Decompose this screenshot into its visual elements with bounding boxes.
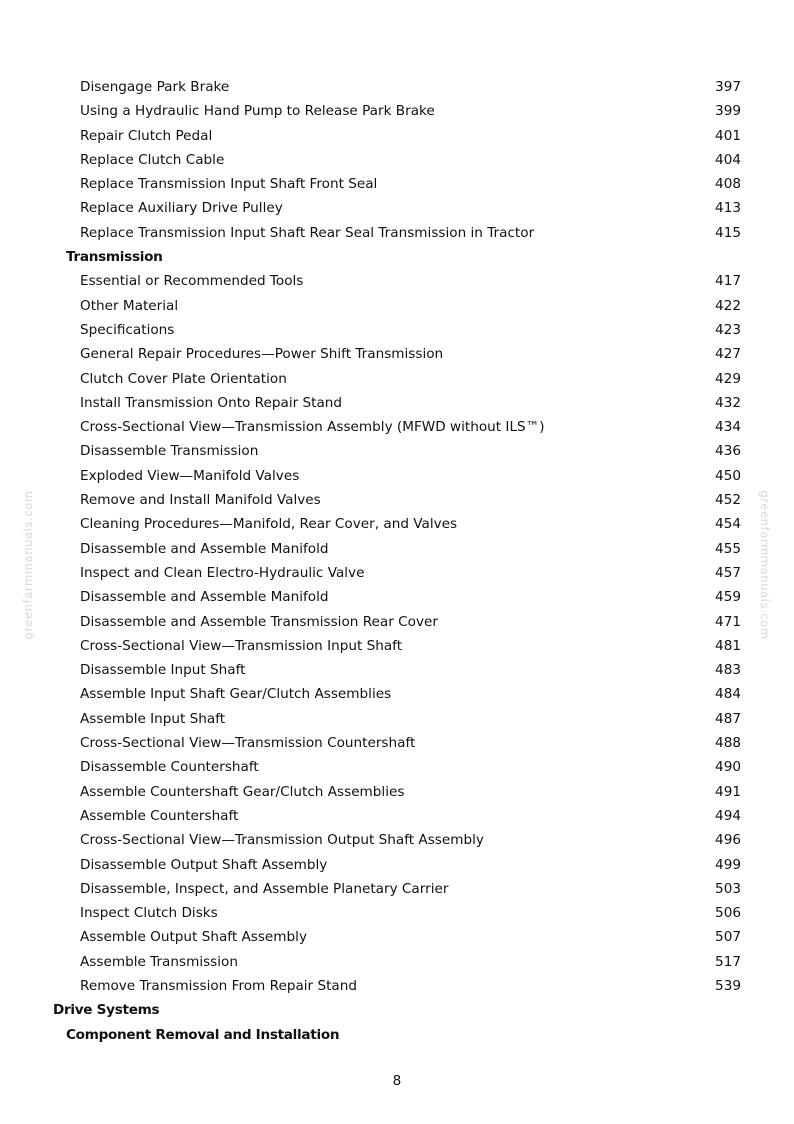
- toc-entry-title: Disassemble Output Shaft Assembly: [80, 856, 328, 873]
- toc-section-heading: [0, 1023, 794, 1047]
- toc-entry-page: 506: [715, 905, 741, 922]
- toc-entry-title: Transmission: [66, 249, 163, 266]
- toc-entry-title: Assemble Countershaft Gear/Clutch Assemblies: [80, 783, 405, 800]
- toc-entry[interactable]: [0, 196, 794, 220]
- page-number: 8: [392, 1073, 402, 1089]
- toc-entry-title: Drive Systems: [53, 1002, 160, 1019]
- toc-entry[interactable]: [0, 99, 794, 123]
- toc-entry-page: 408: [715, 176, 741, 193]
- toc-entry-title: Inspect and Clean Electro-Hydraulic Valve: [80, 564, 365, 581]
- toc-entry[interactable]: [0, 901, 794, 925]
- toc-entry[interactable]: [0, 755, 794, 779]
- toc-entry-title: Replace Auxiliary Drive Pulley: [80, 200, 283, 217]
- toc-entry[interactable]: [0, 804, 794, 828]
- toc-entry-page: 503: [715, 880, 741, 897]
- toc-entry[interactable]: [0, 75, 794, 99]
- table-of-contents: [0, 75, 794, 1047]
- toc-entry-page: 459: [715, 589, 741, 606]
- toc-entry-title: Cross-Sectional View—Transmission Input Shaft: [80, 637, 403, 654]
- toc-entry-title: Disassemble Input Shaft: [80, 662, 246, 679]
- toc-entry[interactable]: [0, 634, 794, 658]
- toc-entry-page: 397: [715, 79, 741, 95]
- toc-entry[interactable]: [0, 707, 794, 731]
- toc-entry-page: 457: [715, 564, 741, 581]
- toc-entry[interactable]: [0, 464, 794, 488]
- toc-section-heading: [0, 245, 794, 269]
- toc-entry-title: Assemble Input Shaft: [80, 710, 226, 727]
- toc-entry[interactable]: [0, 439, 794, 463]
- toc-entry-title: Cross-Sectional View—Transmission Countershaft: [80, 735, 416, 752]
- toc-entry-page: 488: [715, 735, 741, 752]
- toc-entry-page: 452: [715, 492, 741, 509]
- toc-entry-title: Essential or Recommended Tools: [80, 273, 304, 290]
- toc-entry-title: Exploded View—Manifold Valves: [80, 467, 300, 484]
- toc-entry-title: Disassemble Transmission: [80, 443, 259, 460]
- toc-entry-page: 427: [715, 346, 741, 363]
- toc-entry-title: Disassemble and Assemble Manifold: [80, 540, 329, 557]
- toc-entry[interactable]: [0, 610, 794, 634]
- toc-entry-title: Other Material: [80, 297, 179, 314]
- toc-entry-title: Disassemble and Assemble Manifold: [80, 589, 329, 606]
- toc-entry-page: 494: [715, 807, 741, 824]
- toc-entry-title: Clutch Cover Plate Orientation: [80, 370, 287, 387]
- toc-entry[interactable]: [0, 585, 794, 609]
- toc-entry-page: 471: [715, 613, 741, 630]
- toc-entry-page: 432: [715, 394, 741, 411]
- toc-entry-page: 539: [715, 977, 741, 994]
- toc-entry-page: 499: [715, 856, 741, 873]
- toc-entry[interactable]: [0, 877, 794, 901]
- toc-entry-title: Replace Clutch Cable: [80, 151, 225, 168]
- toc-entry-page: 455: [715, 540, 741, 557]
- toc-entry-title: Install Transmission Onto Repair Stand: [80, 394, 343, 411]
- toc-entry-page: 417: [715, 273, 741, 290]
- toc-entry[interactable]: [0, 367, 794, 391]
- toc-entry-page: 491: [715, 783, 741, 800]
- toc-entry[interactable]: [0, 172, 794, 196]
- toc-entry[interactable]: [0, 658, 794, 682]
- toc-entry[interactable]: [0, 221, 794, 245]
- toc-entry-title: Assemble Countershaft: [80, 807, 239, 824]
- toc-entry[interactable]: [0, 294, 794, 318]
- toc-entry[interactable]: [0, 731, 794, 755]
- toc-entry-page: 422: [715, 297, 741, 314]
- toc-entry[interactable]: [0, 682, 794, 706]
- toc-entry-page: 401: [715, 127, 741, 144]
- toc-entry[interactable]: [0, 342, 794, 366]
- toc-entry[interactable]: [0, 780, 794, 804]
- toc-entry-title: Remove Transmission From Repair Stand: [80, 977, 357, 994]
- toc-entry[interactable]: [0, 148, 794, 172]
- toc-entry[interactable]: [0, 391, 794, 415]
- toc-entry-title: Disengage Park Brake: [80, 79, 230, 95]
- toc-entry-page: 487: [715, 710, 741, 727]
- toc-section-heading: [0, 998, 794, 1022]
- toc-entry-page: 483: [715, 662, 741, 679]
- toc-entry-page: 507: [715, 929, 741, 946]
- toc-entry-page: 517: [715, 953, 741, 970]
- toc-entry-title: Assemble Output Shaft Assembly: [80, 929, 307, 946]
- toc-entry-title: Disassemble and Assemble Transmission Rear Cover: [80, 613, 438, 630]
- toc-entry[interactable]: [0, 318, 794, 342]
- toc-entry[interactable]: [0, 124, 794, 148]
- toc-entry-page: 429: [715, 370, 741, 387]
- toc-entry-page: 399: [715, 103, 741, 120]
- toc-entry[interactable]: [0, 415, 794, 439]
- toc-entry[interactable]: [0, 537, 794, 561]
- toc-entry-title: Component Removal and Installation: [66, 1026, 340, 1043]
- toc-entry-page: 454: [715, 516, 741, 533]
- toc-entry[interactable]: [0, 561, 794, 585]
- toc-entry-page: 413: [715, 200, 741, 217]
- toc-entry-title: Repair Clutch Pedal: [80, 127, 213, 144]
- toc-entry-title: Replace Transmission Input Shaft Rear Seal Transmission in Tractor: [80, 224, 535, 241]
- toc-entry-title: General Repair Procedures—Power Shift Transmission: [80, 346, 444, 363]
- toc-entry[interactable]: [0, 853, 794, 877]
- toc-entry-page: 481: [715, 637, 741, 654]
- toc-entry[interactable]: [0, 512, 794, 536]
- toc-entry-title: Cross-Sectional View—Transmission Assembly (MFWD without ILS™): [80, 419, 545, 436]
- toc-entry-title: Cross-Sectional View—Transmission Output Shaft Assembly: [80, 832, 484, 849]
- toc-entry[interactable]: [0, 828, 794, 852]
- toc-entry-title: Replace Transmission Input Shaft Front Seal: [80, 176, 378, 193]
- watermark-right: greenfarmmanuals.com: [758, 490, 772, 640]
- toc-entry[interactable]: [0, 950, 794, 974]
- toc-entry[interactable]: [0, 488, 794, 512]
- toc-entry-page: 423: [715, 321, 741, 338]
- toc-entry-page: 490: [715, 759, 741, 776]
- toc-entry-title: Using a Hydraulic Hand Pump to Release Park Brake: [80, 103, 435, 120]
- toc-entry-page: 484: [715, 686, 741, 703]
- toc-entry-page: 415: [715, 224, 741, 241]
- toc-entry-page: 436: [715, 443, 741, 460]
- toc-entry-page: 434: [715, 419, 741, 436]
- toc-entry-title: Assemble Transmission: [80, 953, 238, 970]
- toc-entry-title: Specifications: [80, 321, 175, 338]
- watermark-left: greenfarmmanuals.com: [21, 490, 35, 640]
- toc-entry-title: Remove and Install Manifold Valves: [80, 492, 321, 509]
- toc-entry-page: 404: [715, 151, 741, 168]
- toc-entry-title: Assemble Input Shaft Gear/Clutch Assemblies: [80, 686, 392, 703]
- toc-entry-title: Inspect Clutch Disks: [80, 905, 218, 922]
- toc-entry-title: Cleaning Procedures—Manifold, Rear Cover, and Valves: [80, 516, 458, 533]
- toc-entry[interactable]: [0, 925, 794, 949]
- toc-entry-title: Disassemble, Inspect, and Assemble Planetary Carrier: [80, 880, 449, 897]
- toc-entry-title: Disassemble Countershaft: [80, 759, 259, 776]
- toc-entry[interactable]: [0, 974, 794, 998]
- toc-entry[interactable]: [0, 269, 794, 293]
- toc-entry-page: 496: [715, 832, 741, 849]
- toc-entry-page: 450: [715, 467, 741, 484]
